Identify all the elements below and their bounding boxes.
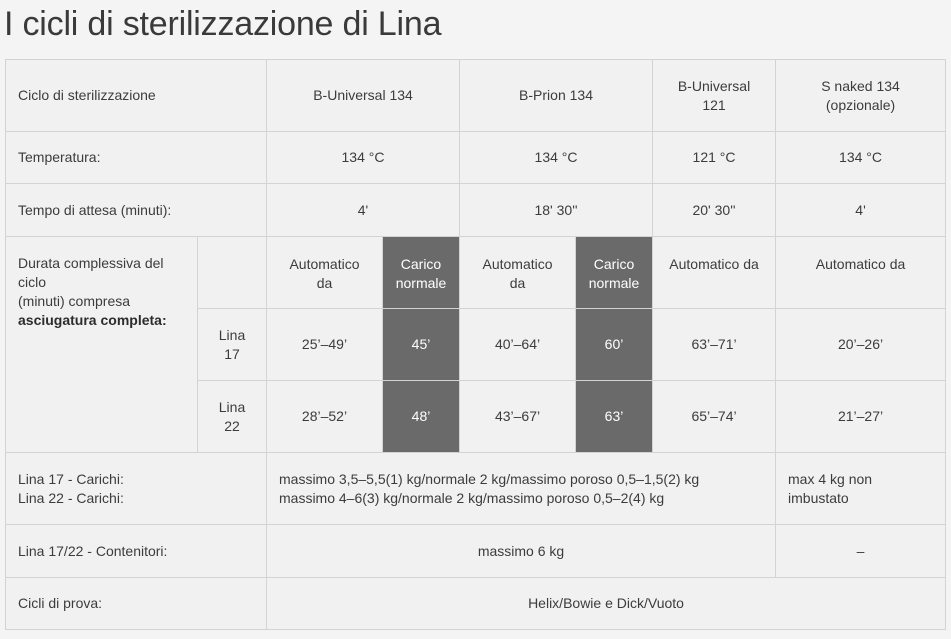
duration-value-highlight: 60’ bbox=[576, 309, 653, 381]
duration-value: 43’–67’ bbox=[460, 381, 576, 453]
loads-value-s-naked: max 4 kg non imbustato bbox=[776, 453, 946, 525]
hold-time-value: 20' 30'' bbox=[653, 184, 776, 237]
duration-value: 65’–74’ bbox=[653, 381, 776, 453]
duration-value: 20’–26’ bbox=[776, 309, 946, 381]
loads-label-lina22: Lina 22 - Carichi: bbox=[18, 489, 124, 506]
duration-label bbox=[6, 237, 198, 453]
page-title: I cicli di sterilizzazione di Lina bbox=[4, 5, 442, 43]
table-row-loads bbox=[6, 453, 946, 525]
model-label-lina-22: Lina 22 bbox=[198, 381, 267, 453]
duration-model-empty bbox=[198, 237, 267, 309]
table-row-test-cycles bbox=[6, 578, 946, 630]
header-b-universal-121: B-Universal 121 bbox=[653, 60, 776, 132]
duration-subheader-automatic: Automatico da bbox=[653, 237, 776, 309]
temperature-value: 134 °C bbox=[267, 132, 460, 184]
containers-label: Lina 17/22 - Contenitori: bbox=[6, 525, 267, 578]
duration-label-bold: asciugatura completa: bbox=[18, 312, 167, 328]
hold-time-value: 4' bbox=[776, 184, 946, 237]
header-cycle-label bbox=[6, 60, 267, 132]
loads-value-lina17: massimo 3,5–5,5(1) kg/normale 2 kg/massimo poroso 0,5–1,5(2) kg bbox=[279, 470, 700, 487]
duration-value: 25’–49’ bbox=[267, 309, 383, 381]
temperature-value: 134 °C bbox=[460, 132, 653, 184]
header-b-universal-134: B-Universal 134 bbox=[267, 60, 460, 132]
duration-subheader-automatic: Automatico da bbox=[776, 237, 946, 309]
duration-value: 28’–52’ bbox=[267, 381, 383, 453]
duration-label-normal: Durata complessiva del ciclo (minuti) compresa bbox=[18, 255, 164, 309]
temperature-label: Temperatura: bbox=[6, 132, 267, 184]
test-cycles-value: Helix/Bowie e Dick/Vuoto bbox=[267, 578, 946, 630]
containers-value: massimo 6 kg bbox=[267, 525, 776, 578]
duration-value: 21’–27’ bbox=[776, 381, 946, 453]
header-b-prion-134: B-Prion 134 bbox=[460, 60, 653, 132]
duration-value: 40’–64’ bbox=[460, 309, 576, 381]
table-header-row bbox=[6, 60, 946, 132]
table-row-temperature bbox=[6, 132, 946, 184]
loads-value-lina22: massimo 4–6(3) kg/normale 2 kg/massimo poroso 0,5–2(4) kg bbox=[279, 489, 665, 506]
containers-value-s-naked: – bbox=[776, 525, 946, 578]
temperature-value: 134 °C bbox=[776, 132, 946, 184]
temperature-value: 121 °C bbox=[653, 132, 776, 184]
table-row-containers bbox=[6, 525, 946, 578]
loads-label-lina17: Lina 17 - Carichi: bbox=[18, 470, 124, 487]
model-label-lina-17: Lina 17 bbox=[198, 309, 267, 381]
hold-time-value: 18' 30'' bbox=[460, 184, 653, 237]
header-label-text: Ciclo di sterilizzazione bbox=[18, 87, 156, 103]
hold-time-value: 4' bbox=[267, 184, 460, 237]
duration-value: 63’–71’ bbox=[653, 309, 776, 381]
duration-value-highlight: 48’ bbox=[383, 381, 460, 453]
duration-subheader-normal-load: Carico normale bbox=[383, 237, 460, 309]
hold-time-label: Tempo di attesa (minuti): bbox=[6, 184, 267, 237]
table-row-hold-time bbox=[6, 184, 946, 237]
test-cycles-label: Cicli di prova: bbox=[6, 578, 267, 630]
duration-subheader-automatic: Automatico da bbox=[460, 237, 576, 309]
duration-subheader-automatic: Automatico da bbox=[267, 237, 383, 309]
duration-subheader-normal-load: Carico normale bbox=[576, 237, 653, 309]
sterilization-cycles-table bbox=[5, 59, 946, 630]
table-row-duration-header bbox=[6, 237, 946, 309]
duration-value-highlight: 63’ bbox=[576, 381, 653, 453]
header-s-naked-134: S naked 134 (opzionale) bbox=[776, 60, 946, 132]
duration-value-highlight: 45’ bbox=[383, 309, 460, 381]
loads-value bbox=[267, 453, 776, 525]
loads-label bbox=[6, 453, 267, 525]
